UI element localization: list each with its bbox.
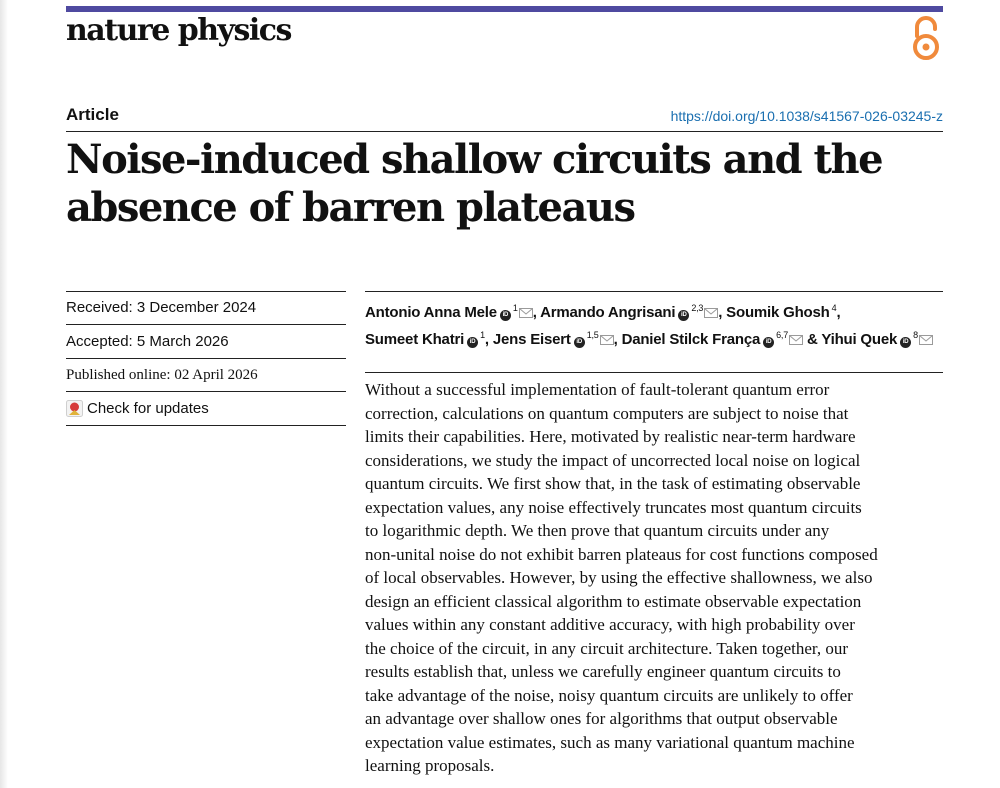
author: Soumik Ghosh $^4$,: [726, 303, 841, 321]
author: Sumeet Khatri iD$^1$,: [365, 330, 489, 348]
meta-divider: [66, 358, 346, 359]
orcid-icon[interactable]: iD: [678, 310, 689, 321]
journal-top-bar: [66, 6, 943, 12]
meta-divider: [66, 324, 346, 325]
mail-icon[interactable]: [519, 308, 533, 318]
meta-bottom-divider: [66, 425, 346, 426]
orcid-icon[interactable]: iD: [900, 337, 911, 348]
mail-icon[interactable]: [919, 335, 933, 345]
abstract-text: Without a successful implementation of fault-tolerant quantum error correction, calculations on quantum computers are subject to noise that limits their capabilities. Here, motivated by realistic near-term hardware considerations, we study the impact of uncorrected local noise on logical quantum circuits. We first show that, in the task of estimating observable expectation values, any noise effectively truncates most quantum circuits to logarithmic depth. We then prove that quantum circuits under any non-unital noise do not exhibit barren plateaus for cost functions composed of local observables. However, by using the effective shallowness, we also design an efficient classical algorithm to estimate observable expectation values within any constant additive accuracy, with high probability over the choice of the circuit, in any circuit architecture. Taken together, our results establish that, unless we carefully engineer quantum circuits to take advantage of the noise, noisy quantum circuits are unlikely to offer an advantage over shallow ones for algorithms that output observable expectation value estimates, such as many variational quantum machine learning proposals.: [365, 380, 878, 775]
published-date: Published online: 02 April 2026: [66, 367, 258, 383]
orcid-icon[interactable]: iD: [763, 337, 774, 348]
orcid-icon[interactable]: iD: [500, 310, 511, 321]
meta-top-divider: [66, 291, 346, 292]
open-access-lock-icon: [910, 16, 942, 60]
mail-icon[interactable]: [789, 335, 803, 345]
title-divider: [66, 131, 943, 132]
author: Jens Eisert iD$^{1,5}$ ,: [492, 330, 618, 348]
article-title: Noise-induced shallow circuits and the absence of barren plateaus: [66, 136, 883, 231]
mail-icon[interactable]: [704, 308, 718, 318]
article-type-label: Article: [66, 105, 119, 124]
author-connector: &: [807, 331, 818, 348]
author: Antonio Anna Mele iD$^1$ ,: [365, 303, 537, 321]
meta-divider: [66, 391, 346, 392]
doi-link[interactable]: https://doi.org/10.1038/s41567-026-03245-z: [670, 108, 943, 124]
journal-name[interactable]: nature physics: [66, 13, 291, 48]
authors-top-divider: [365, 291, 943, 292]
received-date: Received: 3 December 2024: [66, 299, 257, 316]
author: Daniel Stilck França iD$^{6,7}$: [622, 331, 803, 348]
author-list: [365, 297, 945, 351]
author: Yihui Quek iD$^8$: [821, 331, 933, 348]
orcid-icon[interactable]: iD: [574, 337, 585, 348]
accepted-date: Accepted: 5 March 2026: [66, 333, 229, 350]
abstract-top-divider: [365, 372, 943, 373]
orcid-icon[interactable]: iD: [467, 337, 478, 348]
page-edge-shadow: [0, 0, 8, 788]
author: Armando Angrisani iD$^{2,3}$ ,: [540, 303, 723, 321]
check-updates-label: Check for updates: [87, 400, 209, 417]
check-for-updates-button[interactable]: [66, 400, 209, 417]
check-updates-icon: [66, 400, 83, 417]
mail-icon[interactable]: [600, 335, 614, 345]
